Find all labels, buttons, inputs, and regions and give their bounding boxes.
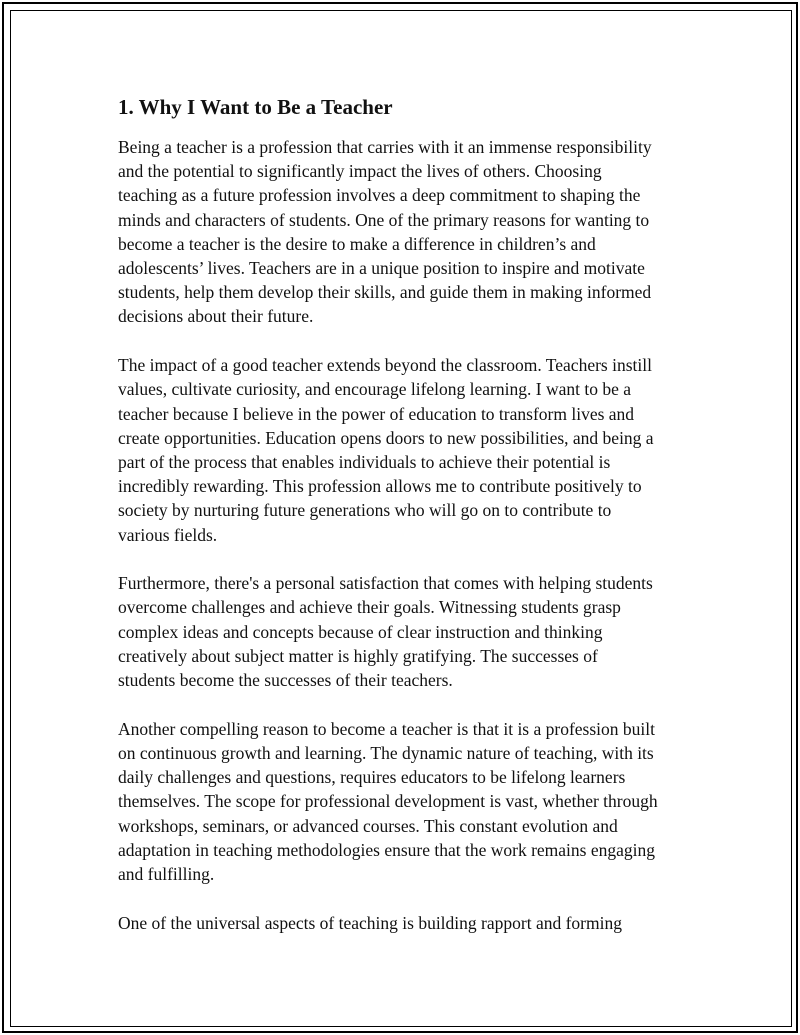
text-line: creatively about subject matter is highly gratifying. The successes of — [118, 645, 598, 666]
paragraph-2 — [118, 353, 688, 547]
text-line: become a teacher is the desire to make a difference in children’s and — [118, 233, 596, 254]
text-line: society by nurturing future generations who will go on to contribute to — [118, 500, 612, 521]
text-line: students become the successes of their teachers. — [118, 670, 453, 691]
paragraph-5 — [118, 911, 688, 935]
document-body — [118, 93, 688, 959]
text-line: adaptation in teaching methodologies ensure that the work remains engaging — [118, 839, 655, 860]
section-heading: 1. Why I Want to Be a Teacher — [118, 95, 393, 119]
text-line: and fulfilling. — [118, 863, 215, 884]
text-line: Furthermore, there's a personal satisfaction that comes with helping students — [118, 573, 653, 594]
text-line: Another compelling reason to become a teacher is that it is a profession built — [118, 718, 655, 739]
text-line: students, help them develop their skills, and guide them in making informed — [118, 282, 652, 303]
text-line: overcome challenges and achieve their goals. Witnessing students grasp — [118, 597, 621, 618]
text-line: on continuous growth and learning. The dynamic nature of teaching, with its — [118, 742, 654, 763]
text-line: create opportunities. Education opens doors to new possibilities, and being a — [118, 427, 654, 448]
text-line: part of the process that enables individuals to achieve their potential is — [118, 451, 611, 472]
text-line: values, cultivate curiosity, and encourage lifelong learning. I want to be a — [118, 379, 631, 400]
text-line: themselves. The scope for professional development is vast, whether through — [118, 791, 658, 812]
paragraph-1 — [118, 135, 688, 329]
text-line: and the potential to significantly impact the lives of others. Choosing — [118, 161, 602, 182]
text-line: teaching as a future profession involves a deep commitment to shaping the — [118, 185, 641, 206]
text-line: The impact of a good teacher extends beyond the classroom. Teachers instill — [118, 355, 652, 376]
text-line: Being a teacher is a profession that carries with it an immense responsibility — [118, 137, 652, 157]
text-line: adolescents’ lives. Teachers are in a unique position to inspire and motivate — [118, 258, 645, 279]
paragraph-4 — [118, 717, 688, 886]
text-line: complex ideas and concepts because of clear instruction and thinking — [118, 621, 603, 642]
text-line: various fields. — [118, 524, 218, 545]
text-line: teacher because I believe in the power of education to transform lives and — [118, 403, 635, 424]
text-line: minds and characters of students. One of the primary reasons for wanting to — [118, 209, 650, 230]
paragraph-3 — [118, 571, 688, 692]
text-line: One of the universal aspects of teaching is building rapport and forming — [118, 912, 622, 933]
text-line: decisions about their future. — [118, 306, 314, 327]
text-line: workshops, seminars, or advanced courses. This constant evolution and — [118, 815, 618, 836]
text-line: incredibly rewarding. This profession allows me to contribute positively to — [118, 476, 642, 497]
text-line: daily challenges and questions, requires educators to be lifelong learners — [118, 767, 626, 788]
